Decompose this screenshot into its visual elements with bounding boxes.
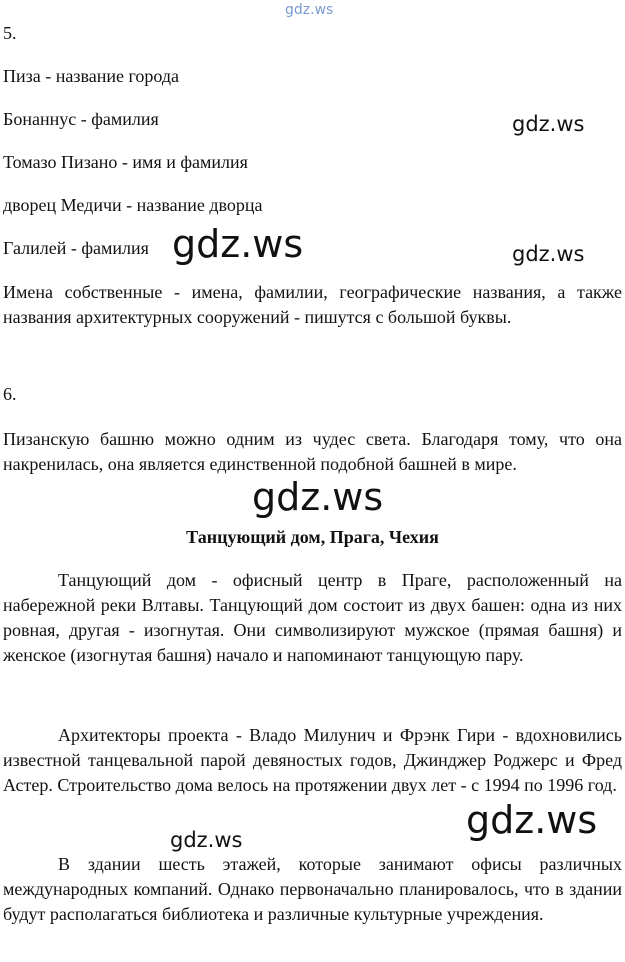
watermark: gdz.ws xyxy=(512,112,585,136)
section-6-number: 6. xyxy=(3,384,17,404)
watermark: gdz.ws xyxy=(252,475,384,519)
list-item: Галилей - фамилия xyxy=(3,238,149,258)
list-item: Бонаннус - фамилия xyxy=(3,109,159,129)
section-5-conclusion: Имена собственные - имена, фамилии, географические названия, а также названия архитектурных сооружений - пишутся с большой буквы. xyxy=(3,282,622,327)
watermark: gdz.ws xyxy=(172,222,304,266)
article-paragraph: Танцующий дом - офисный центр в Праге, расположенный на набережной реки Влтавы. Танцующий дом состоит из двух башен: одна из них ровная, другая - изогнутая. Они символизируют мужское (прямая башня) и женское (изогнутая башня) начало и напоминают танцующую пару. xyxy=(3,570,622,665)
watermark-top: gdz.ws xyxy=(285,2,334,18)
watermark: gdz.ws xyxy=(512,242,585,266)
article-paragraph: Архитекторы проекта - Владо Милунич и Фрэнк Гири - вдохновились известной танцевальной парой девяностых годов, Джинджер Роджерс и Фред Астер. Строительство дома велось на протяжении двух лет - с 1994 по 1996 год. xyxy=(3,725,622,795)
article-paragraph: В здании шесть этажей, которые занимают офисы различных международных компаний. Однако первоначально планировалось, что в здании будут располагаться библиотека и различные культурные учреждения. xyxy=(3,854,622,924)
list-item: дворец Медичи - название дворца xyxy=(3,195,263,215)
section-6-text: Пизанскую башню можно одним из чудес света. Благодаря тому, что она накренилась, она является единственной подобной башней в мире. xyxy=(3,429,622,474)
watermark: gdz.ws xyxy=(466,798,598,842)
list-item: Томазо Пизано - имя и фамилия xyxy=(3,152,248,172)
list-item: Пиза - название города xyxy=(3,66,180,86)
watermark: gdz.ws xyxy=(170,828,243,852)
article-title: Танцующий дом, Прага, Чехия xyxy=(186,527,439,547)
section-5-number: 5. xyxy=(3,23,17,43)
